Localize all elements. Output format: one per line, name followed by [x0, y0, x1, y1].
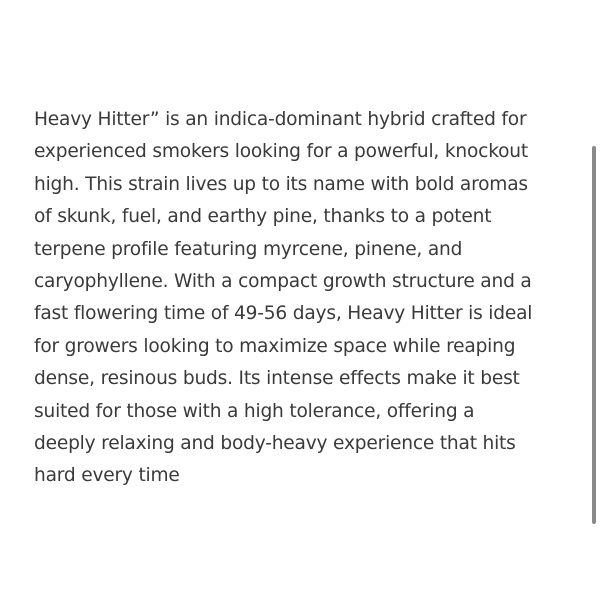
product-description — [34, 104, 574, 493]
description-line: hard every time — [34, 465, 180, 487]
description-line: deeply relaxing and body-heavy experience that hits — [34, 433, 516, 455]
description-line: terpene profile featuring myrcene, pinene, and — [34, 238, 463, 260]
description-line: high. This strain lives up to its name with bold aromas — [34, 173, 528, 195]
description-line: fast flowering time of 49-56 days, Heavy Hitter is ideal — [34, 303, 533, 325]
description-line: caryophyllene. With a compact growth structure and a — [34, 271, 532, 293]
description-line: for growers looking to maximize space while reaping — [34, 335, 516, 357]
description-line: of skunk, fuel, and earthy pine, thanks to a potent — [34, 206, 492, 228]
description-line: dense, resinous buds. Its intense effects make it best — [34, 368, 520, 390]
description-line: experienced smokers looking for a powerful, knockout — [34, 141, 528, 163]
scrollbar-thumb[interactable] — [592, 146, 596, 524]
description-line: suited for those with a high tolerance, offering a — [34, 400, 475, 422]
description-line: Heavy Hitter” is an indica-dominant hybrid crafted for — [34, 109, 527, 130]
